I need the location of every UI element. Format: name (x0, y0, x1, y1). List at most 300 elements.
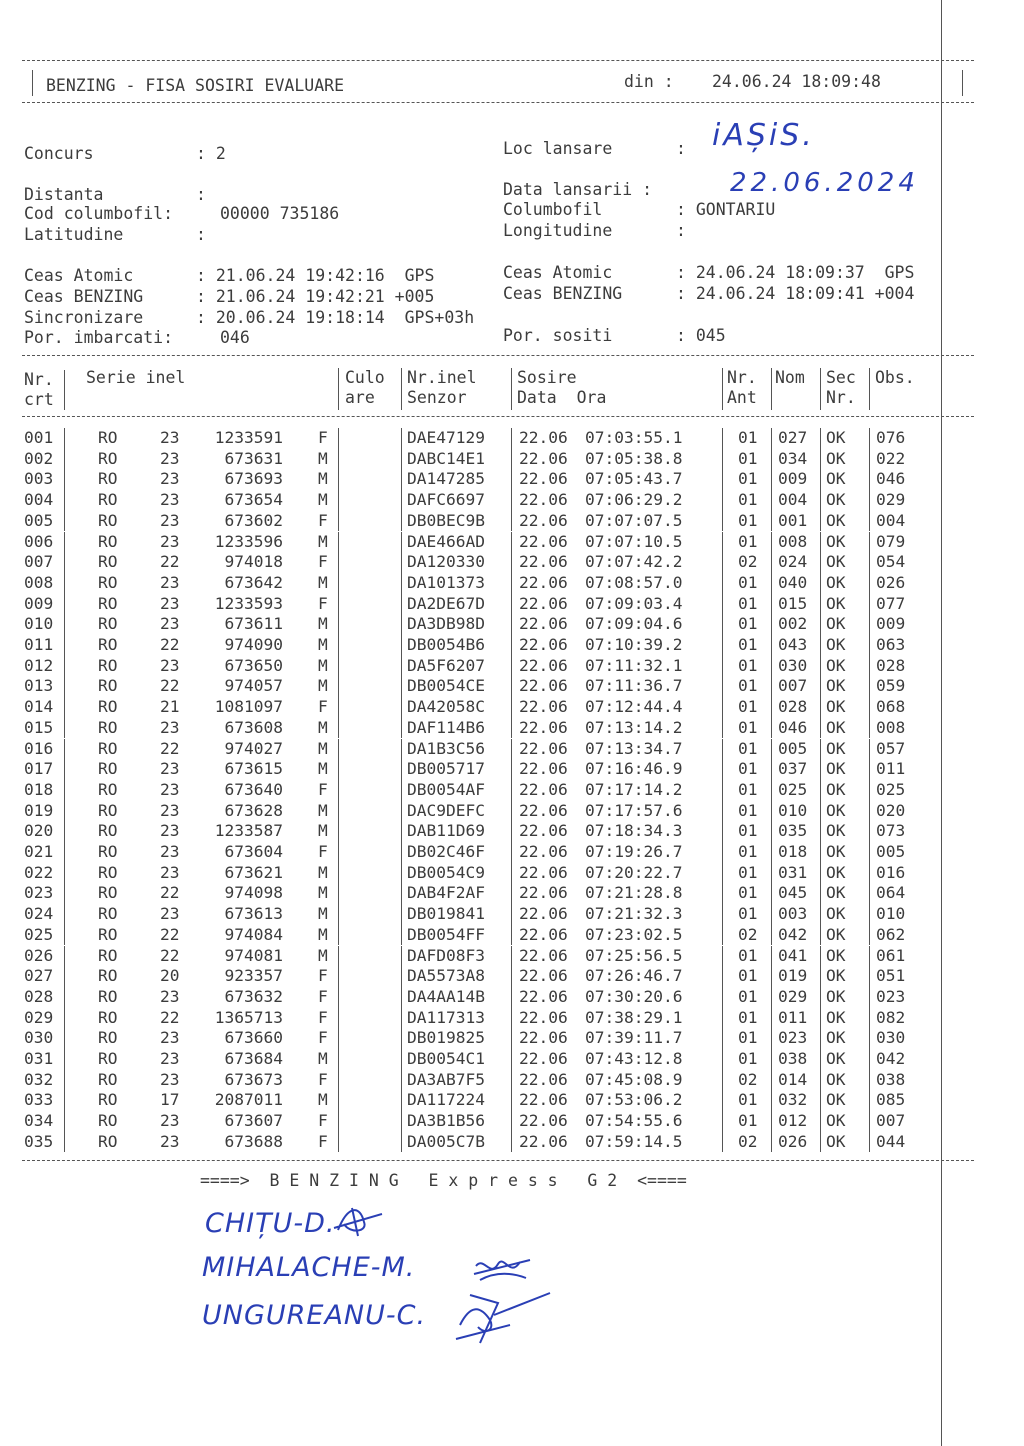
cell-ora: 07:07:07.5 (585, 510, 683, 530)
table-row (0, 511, 1000, 532)
column-separator (64, 987, 65, 1008)
cell-obs: 085 (876, 1090, 906, 1110)
column-separator (64, 1132, 65, 1153)
column-separator (401, 904, 402, 925)
column-separator (771, 428, 772, 449)
cell-senzor: DA42058C (407, 697, 485, 717)
cell-nom: 011 (778, 1007, 808, 1027)
cell-y: 22 (160, 635, 180, 654)
cell-nr: 007 (24, 552, 54, 572)
column-separator (511, 718, 512, 739)
cell-sec: OK (826, 966, 846, 986)
column-separator (401, 449, 402, 470)
cell-c: RO (98, 469, 118, 489)
cell-nr: 002 (24, 448, 54, 468)
cell-ring: 923357 (224, 966, 283, 986)
cell-nom: 008 (778, 531, 808, 551)
column-separator (511, 656, 512, 677)
cell-sec: OK (826, 635, 846, 654)
header-sep-b (338, 368, 339, 410)
cell-y: 22 (160, 552, 180, 572)
cell-nom: 002 (778, 614, 808, 634)
table-row (0, 697, 1000, 718)
column-separator (771, 449, 772, 470)
signature-name-2: MIHALACHE-M. (202, 1252, 416, 1283)
column-separator (771, 1132, 772, 1153)
cell-c: RO (98, 904, 118, 924)
cell-obs: 082 (876, 1007, 906, 1027)
column-separator (771, 1090, 772, 1111)
table-row (0, 946, 1000, 967)
cell-nr: 021 (24, 842, 54, 861)
cell-ant: 01 (738, 759, 758, 779)
cell-data: 22.06 (519, 779, 568, 799)
cell-senzor: DAE47129 (407, 428, 485, 447)
column-separator (820, 966, 821, 987)
column-separator (869, 739, 870, 760)
cell-sec: OK (826, 572, 846, 592)
cell-y: 23 (160, 614, 180, 634)
cell-senzor: DA101373 (407, 572, 485, 592)
column-separator (820, 987, 821, 1008)
imbarcati-value: 046 (220, 328, 250, 347)
cell-senzor: DAB11D69 (407, 821, 485, 841)
cell-obs: 068 (876, 697, 906, 717)
data-lansarii-handwritten: 22.06.2024 (730, 168, 919, 198)
column-separator (338, 759, 339, 780)
column-separator (338, 697, 339, 718)
column-separator (722, 1111, 723, 1132)
column-separator (64, 946, 65, 967)
cell-s: M (318, 655, 328, 675)
cell-s: M (318, 883, 328, 903)
column-separator (820, 718, 821, 739)
column-separator (401, 573, 402, 594)
cell-s: F (318, 697, 328, 717)
cell-ring: 974057 (224, 676, 283, 696)
column-separator (869, 987, 870, 1008)
cell-ring: 673654 (224, 490, 283, 510)
cell-sec: OK (826, 531, 846, 551)
cell-ant: 01 (738, 697, 758, 717)
column-separator (64, 490, 65, 511)
table-row (0, 780, 1000, 801)
cell-y: 20 (160, 966, 180, 986)
column-separator (820, 1049, 821, 1070)
cell-ora: 07:26:46.7 (585, 966, 683, 986)
cell-obs: 064 (876, 883, 906, 903)
column-separator (771, 904, 772, 925)
column-separator (820, 925, 821, 946)
column-separator (869, 759, 870, 780)
column-separator (338, 883, 339, 904)
cell-ring: 1365713 (214, 1007, 283, 1027)
cell-sec: OK (826, 1069, 846, 1089)
cell-nr: 005 (24, 510, 54, 530)
column-separator (401, 1132, 402, 1153)
cell-obs: 008 (876, 717, 906, 737)
sincronizare-label: Sincronizare (24, 308, 144, 327)
column-separator (771, 511, 772, 532)
concurs-label: Concurs (24, 144, 94, 163)
table-row (0, 883, 1000, 904)
cell-c: RO (98, 821, 118, 841)
cell-ant: 01 (738, 966, 758, 986)
cell-nom: 042 (778, 924, 808, 944)
column-separator (771, 532, 772, 553)
column-separator (338, 925, 339, 946)
column-separator (869, 863, 870, 884)
cell-sec: OK (826, 1111, 846, 1131)
column-separator (511, 883, 512, 904)
header-sep-e (722, 368, 723, 410)
column-separator (869, 635, 870, 656)
cell-sec: OK (826, 883, 846, 903)
cell-nr: 012 (24, 655, 54, 675)
column-separator (869, 469, 870, 490)
column-separator (771, 1008, 772, 1029)
cell-ora: 07:12:44.4 (585, 697, 683, 717)
table-row (0, 739, 1000, 760)
table-row (0, 1090, 1000, 1111)
cell-s: F (318, 842, 328, 861)
column-separator (401, 842, 402, 863)
cell-c: RO (98, 966, 118, 986)
cell-nom: 034 (778, 448, 808, 468)
cell-y: 22 (160, 676, 180, 696)
column-separator (820, 1028, 821, 1049)
column-separator (771, 966, 772, 987)
column-separator (820, 676, 821, 697)
cell-obs: 077 (876, 593, 906, 613)
cell-c: RO (98, 986, 118, 1006)
column-separator (401, 966, 402, 987)
column-separator (511, 1049, 512, 1070)
column-separator (401, 697, 402, 718)
column-separator (511, 1028, 512, 1049)
longitudine-label: Longitudine (503, 221, 613, 240)
table-row (0, 552, 1000, 573)
cell-ring: 673615 (224, 759, 283, 779)
distanta-sep: : (196, 185, 206, 204)
column-separator (722, 883, 723, 904)
column-separator (338, 449, 339, 470)
cell-nom: 024 (778, 552, 808, 572)
column-separator (869, 676, 870, 697)
cell-s: M (318, 635, 328, 654)
cell-ant: 02 (738, 1131, 758, 1151)
cell-nom: 037 (778, 759, 808, 779)
cell-y: 22 (160, 738, 180, 758)
column-separator (771, 594, 772, 615)
cell-s: M (318, 759, 328, 779)
cell-nr: 003 (24, 469, 54, 489)
cell-nr: 035 (24, 1131, 54, 1151)
header-sep-h (869, 368, 870, 410)
column-separator (511, 532, 512, 553)
cell-nr: 029 (24, 1007, 54, 1027)
column-separator (64, 1090, 65, 1111)
column-separator (869, 966, 870, 987)
cell-data: 22.06 (519, 552, 568, 572)
column-separator (511, 904, 512, 925)
cell-ant: 01 (738, 1090, 758, 1110)
cell-ora: 07:16:46.9 (585, 759, 683, 779)
column-separator (338, 1090, 339, 1111)
column-separator (64, 883, 65, 904)
cell-data: 22.06 (519, 1007, 568, 1027)
cell-c: RO (98, 1028, 118, 1048)
cell-ring: 673660 (224, 1028, 283, 1048)
cell-sec: OK (826, 448, 846, 468)
cell-nr: 030 (24, 1028, 54, 1048)
cell-c: RO (98, 883, 118, 903)
cell-nr: 008 (24, 572, 54, 592)
column-separator (722, 1008, 723, 1029)
column-separator (820, 490, 821, 511)
header-nr-crt-2: crt (24, 390, 54, 409)
column-separator (338, 1132, 339, 1153)
column-separator (869, 1008, 870, 1029)
cell-data: 22.06 (519, 800, 568, 820)
cell-senzor: DB02C46F (407, 842, 485, 861)
cell-y: 17 (160, 1090, 180, 1110)
table-row (0, 449, 1000, 470)
column-separator (869, 532, 870, 553)
latitudine-sep: : (196, 225, 206, 244)
cell-sec: OK (826, 759, 846, 779)
column-separator (338, 739, 339, 760)
cell-nr: 034 (24, 1111, 54, 1131)
column-separator (511, 573, 512, 594)
table-row (0, 987, 1000, 1008)
sositi-value: : 045 (676, 326, 726, 345)
cell-data: 22.06 (519, 883, 568, 903)
column-separator (771, 490, 772, 511)
cell-ora: 07:53:06.2 (585, 1090, 683, 1110)
cell-obs: 079 (876, 531, 906, 551)
column-separator (820, 1090, 821, 1111)
cell-s: F (318, 966, 328, 986)
cell-y: 23 (160, 593, 180, 613)
cell-y: 23 (160, 510, 180, 530)
column-separator (401, 532, 402, 553)
cell-c: RO (98, 635, 118, 654)
column-separator (869, 1070, 870, 1091)
cell-c: RO (98, 1007, 118, 1027)
cell-nom: 032 (778, 1090, 808, 1110)
column-separator (722, 821, 723, 842)
column-separator (820, 552, 821, 573)
column-separator (511, 925, 512, 946)
column-separator (338, 676, 339, 697)
cell-y: 23 (160, 986, 180, 1006)
cell-s: M (318, 738, 328, 758)
header-sep-f (771, 368, 772, 410)
cell-sec: OK (826, 697, 846, 717)
cell-c: RO (98, 655, 118, 675)
cell-ring: 673642 (224, 572, 283, 592)
column-separator (722, 511, 723, 532)
cell-senzor: DB0054B6 (407, 635, 485, 654)
cell-obs: 057 (876, 738, 906, 758)
column-separator (722, 1090, 723, 1111)
column-separator (338, 904, 339, 925)
cell-s: M (318, 490, 328, 510)
cell-y: 23 (160, 1069, 180, 1089)
cell-ant: 02 (738, 924, 758, 944)
cell-nom: 046 (778, 717, 808, 737)
cell-y: 23 (160, 759, 180, 779)
cell-ora: 07:07:42.2 (585, 552, 683, 572)
column-separator (869, 511, 870, 532)
column-separator (401, 801, 402, 822)
cell-ant: 01 (738, 614, 758, 634)
column-separator (722, 966, 723, 987)
table-row (0, 1028, 1000, 1049)
column-separator (511, 946, 512, 967)
cell-y: 23 (160, 842, 180, 861)
column-separator (820, 532, 821, 553)
cell-obs: 054 (876, 552, 906, 572)
column-separator (511, 594, 512, 615)
column-separator (338, 1111, 339, 1132)
column-separator (64, 656, 65, 677)
cell-senzor: DAFC6697 (407, 490, 485, 510)
column-separator (338, 552, 339, 573)
ceas-benzing-right-value: : 24.06.24 18:09:41 +004 (676, 284, 915, 303)
cell-obs: 059 (876, 676, 906, 696)
column-separator (401, 1111, 402, 1132)
cell-senzor: DA2DE67D (407, 593, 485, 613)
column-separator (869, 718, 870, 739)
cell-ring: 673607 (224, 1111, 283, 1131)
column-separator (722, 552, 723, 573)
column-separator (869, 697, 870, 718)
ceas-atomic-left-label: Ceas Atomic (24, 266, 134, 285)
cell-nom: 035 (778, 821, 808, 841)
cell-sec: OK (826, 552, 846, 572)
cell-sec: OK (826, 924, 846, 944)
column-separator (64, 801, 65, 822)
cell-obs: 016 (876, 862, 906, 882)
cell-data: 22.06 (519, 821, 568, 841)
column-separator (511, 1070, 512, 1091)
column-separator (338, 966, 339, 987)
cell-ant: 01 (738, 821, 758, 841)
cell-senzor: DA4AA14B (407, 986, 485, 1006)
cell-ora: 07:19:26.7 (585, 842, 683, 861)
column-separator (401, 987, 402, 1008)
column-separator (722, 1028, 723, 1049)
table-row (0, 925, 1000, 946)
table-row (0, 656, 1000, 677)
column-separator (338, 718, 339, 739)
column-separator (820, 863, 821, 884)
cell-nom: 010 (778, 800, 808, 820)
column-separator (722, 842, 723, 863)
column-separator (511, 449, 512, 470)
column-separator (64, 842, 65, 863)
column-separator (771, 842, 772, 863)
cell-ora: 07:45:08.9 (585, 1069, 683, 1089)
column-separator (771, 863, 772, 884)
cell-senzor: DAF114B6 (407, 717, 485, 737)
column-separator (401, 1049, 402, 1070)
cell-y: 23 (160, 904, 180, 924)
cell-nom: 023 (778, 1028, 808, 1048)
cell-c: RO (98, 428, 118, 447)
cell-sec: OK (826, 1090, 846, 1110)
cell-ring: 673602 (224, 510, 283, 530)
column-separator (64, 573, 65, 594)
cell-s: M (318, 924, 328, 944)
column-separator (722, 718, 723, 739)
cell-c: RO (98, 593, 118, 613)
din-value: 24.06.24 18:09:48 (712, 72, 881, 91)
cell-data: 22.06 (519, 1111, 568, 1131)
cell-obs: 051 (876, 966, 906, 986)
cell-obs: 007 (876, 1111, 906, 1131)
cell-ant: 01 (738, 635, 758, 654)
column-separator (722, 946, 723, 967)
header-culoare-2: are (345, 388, 375, 407)
cell-ring: 2087011 (214, 1090, 283, 1110)
cell-c: RO (98, 759, 118, 779)
cell-ring: 1233593 (214, 593, 283, 613)
column-separator (722, 863, 723, 884)
cell-nr: 022 (24, 862, 54, 882)
cell-data: 22.06 (519, 1069, 568, 1089)
header-obs: Obs. (875, 368, 915, 387)
cell-obs: 076 (876, 428, 906, 447)
column-separator (338, 946, 339, 967)
cell-ring: 673640 (224, 779, 283, 799)
column-separator (64, 1070, 65, 1091)
cell-obs: 046 (876, 469, 906, 489)
cell-nr: 014 (24, 697, 54, 717)
column-separator (820, 697, 821, 718)
cell-ant: 01 (738, 1049, 758, 1068)
cell-ora: 07:54:55.6 (585, 1111, 683, 1131)
cell-nr: 027 (24, 966, 54, 986)
table-row (0, 1049, 1000, 1070)
column-separator (338, 1070, 339, 1091)
cell-s: F (318, 1069, 328, 1089)
cell-ring: 673604 (224, 842, 283, 861)
cell-ora: 07:59:14.5 (585, 1131, 683, 1151)
column-separator (722, 428, 723, 449)
cell-obs: 038 (876, 1069, 906, 1089)
column-separator (338, 532, 339, 553)
cell-sec: OK (826, 655, 846, 675)
cell-nr: 006 (24, 531, 54, 551)
columbofil-label: Columbofil (503, 200, 603, 219)
cell-nom: 014 (778, 1069, 808, 1089)
column-separator (511, 635, 512, 656)
data-lansarii-label: Data lansarii : (503, 180, 653, 199)
column-separator (338, 1008, 339, 1029)
column-separator (401, 676, 402, 697)
signature-name-3: UNGUREANU-C. (202, 1300, 427, 1331)
cell-sec: OK (826, 986, 846, 1006)
column-separator (64, 925, 65, 946)
cell-ring: 974027 (224, 738, 283, 758)
ceas-atomic-right-value: : 24.06.24 18:09:37 GPS (676, 263, 915, 282)
column-separator (771, 759, 772, 780)
cell-y: 23 (160, 717, 180, 737)
cell-senzor: DB0054CE (407, 676, 485, 696)
